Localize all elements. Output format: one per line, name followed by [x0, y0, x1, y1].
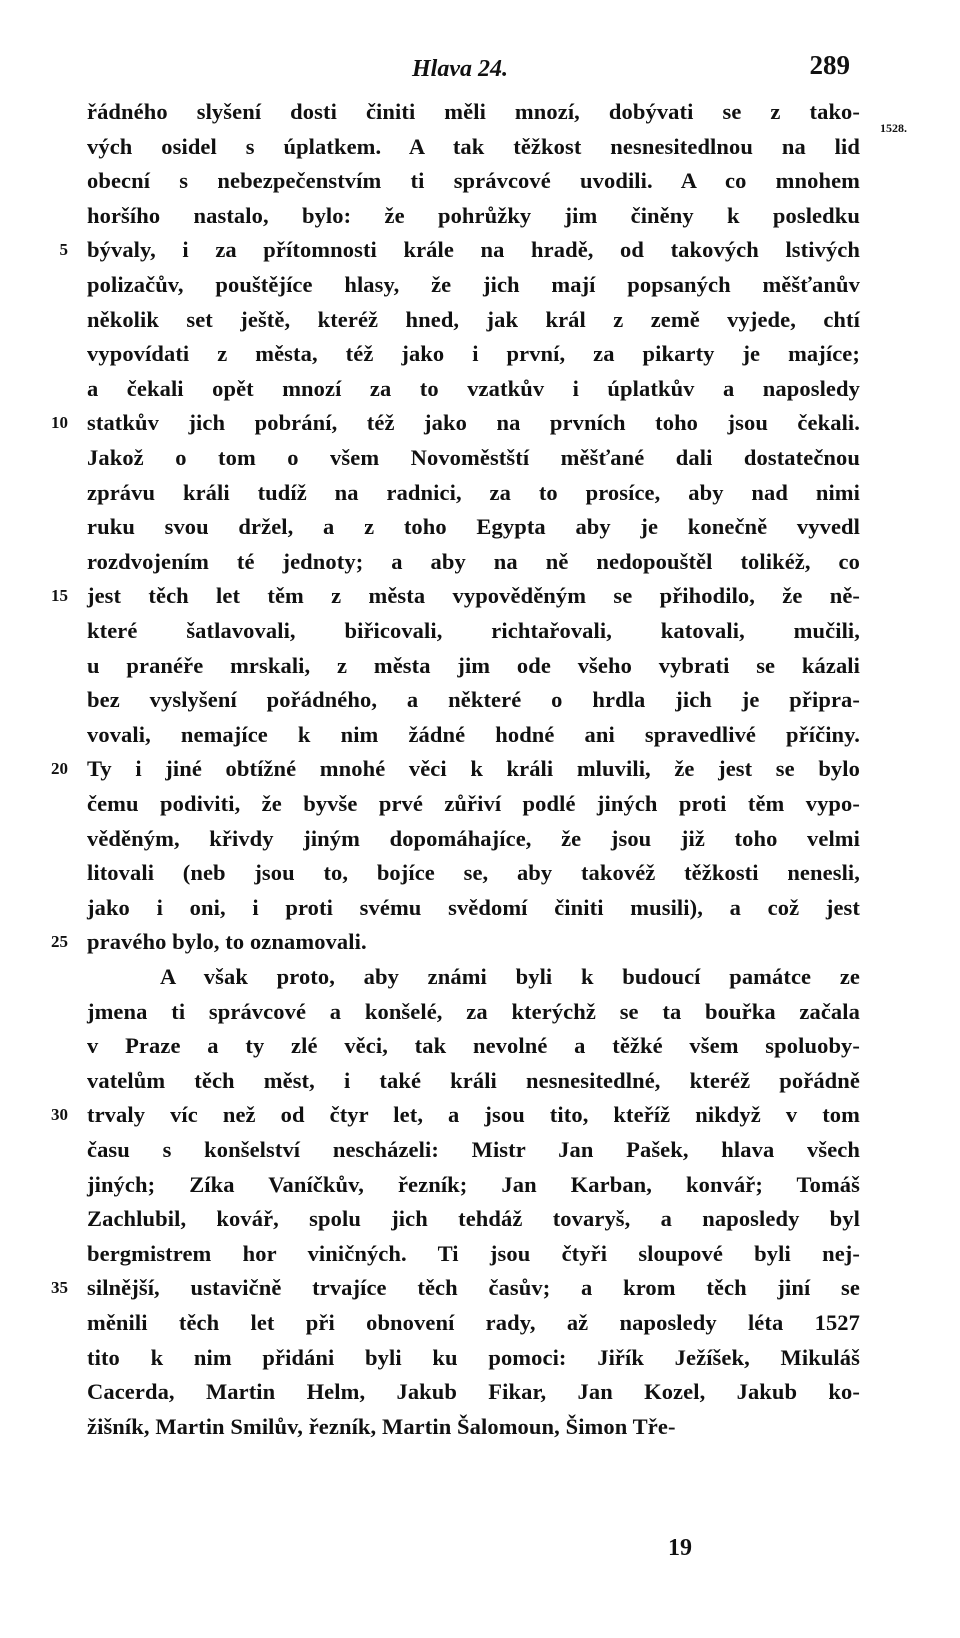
text-line: trvaly víc než od čtyr let, a jsou tito, kteříž nikdyž v tom — [87, 1102, 860, 1128]
text-line: statkův jich pobrání, též jako na prvních toho jsou čekali. — [87, 410, 860, 436]
text-line: Zachlubil, kovář, spolu jich tehdáž tovaryš, a naposledy byl — [87, 1206, 860, 1232]
text-line: několik set ještě, kteréž hned, jak král z země vyjede, chtí — [87, 306, 860, 332]
text-line: zprávu králi tudíž na radnici, za to prosíce, aby nad nimi — [87, 479, 860, 505]
text-line: bez vyslyšení pořádného, a některé o hrdla jich je připra- — [87, 687, 860, 713]
text-line: silnější, ustavičně trvajíce těch časův; a krom těch jiní se — [87, 1275, 860, 1301]
line-number: 25 — [51, 932, 68, 952]
text-line: horšího nastalo, bylo: že pohrůžky jim činěny k posledku — [87, 202, 860, 228]
line-number: 30 — [51, 1105, 68, 1125]
line-number: 5 — [59, 240, 68, 260]
line-number: 10 — [51, 413, 68, 433]
text-line: litovali (neb jsou to, bojíce se, aby takovéž těžkosti nenesli, — [87, 860, 860, 886]
text-line: jmena ti správcové a konšelé, za kterýchž se ta bouřka začala — [87, 998, 860, 1024]
text-line: měnili těch let při obnovení rady, až naposledy léta 1527 — [87, 1310, 860, 1335]
text-line: řádného slyšení dosti činiti měli mnozí, dobývati se z tako- — [87, 99, 860, 124]
text-line: Jakož o tom o všem Novoměstští měšťané dali dostatečnou — [87, 445, 860, 470]
line-number: 35 — [51, 1278, 68, 1298]
text-line: ruku svou držel, a z toho Egypta aby je konečně vyvedl — [87, 514, 860, 540]
text-line: jako i oni, i proti svému svědomí činiti musili), a což jest — [87, 894, 860, 920]
text-line: u pranéře mrskali, z města jim ode všeho vybrati se kázali — [87, 652, 860, 678]
running-header: Hlava 24. — [412, 56, 508, 82]
text-line: pravého bylo, to oznamovali. — [87, 929, 367, 955]
printer-signature: 19 — [668, 1535, 692, 1561]
text-line: vatelům těch měst, i také králi nesnesitedlné, kteréž pořádně — [87, 1067, 860, 1093]
page-number: 289 — [809, 50, 850, 80]
text-line: jiných; Zíka Vaníčkův, řezník; Jan Karban, konvář; Tomáš — [87, 1171, 860, 1197]
text-line: a čekali opět mnozí za to vzatkův i úplatkův a naposledy — [87, 375, 860, 401]
text-line: A však proto, aby známi byli k budoucí památce ze — [160, 964, 860, 989]
text-line: bývaly, i za přítomnosti krále na hradě, od takových lstivých — [87, 237, 860, 263]
text-line: rozdvojením té jednoty; a aby na ně nedopouštěl tolikéž, co — [87, 548, 860, 574]
text-line: v Praze a ty zlé věci, tak nevolné a těžké všem spoluoby- — [87, 1033, 860, 1059]
text-line: polizačův, pouštějíce hlasy, že jich mají popsaných měšťanův — [87, 272, 860, 297]
text-line: vovali, nemajíce k nim žádné hodné ani spravedlivé příčiny. — [87, 721, 860, 747]
text-line: Ty i jiné obtížné mnohé věci k králi mluvili, že jest se bylo — [87, 756, 860, 782]
line-number: 15 — [51, 586, 68, 606]
text-line: které šatlavovali, biřicovali, richtařovali, katovali, mučili, — [87, 618, 860, 643]
text-line: Cacerda, Martin Helm, Jakub Fikar, Jan Kozel, Jakub ko- — [87, 1379, 860, 1405]
text-line: vypovídati z města, též jako i první, za pikarty je majíce; — [87, 341, 860, 367]
text-line: jest těch let těm z města vypověděným se přihodilo, že ně- — [87, 583, 860, 609]
text-line: vých osidel s úplatkem. A tak těžkost nesnesitedlnou na lid — [87, 133, 860, 159]
text-line: žišník, Martin Smilův, řezník, Martin Šalomoun, Šimon Tře- — [87, 1413, 676, 1439]
text-line: tito k nim přidáni byli ku pomoci: Jiřík Ježíšek, Mikuláš — [87, 1344, 860, 1370]
text-line: obecní s nebezpečenstvím ti správcové uvodili. A co mnohem — [87, 168, 860, 194]
text-line: věděným, křivdy jiným dopomáhajíce, že jsou již toho velmi — [87, 825, 860, 851]
text-line: bergmistrem hor viničných. Ti jsou čtyři sloupové byli nej- — [87, 1240, 860, 1266]
margin-year-note: 1528. — [880, 121, 907, 135]
text-line: čemu podiviti, že byvše prvé zůřiví podlé jiných proti těm vypo- — [87, 791, 860, 816]
text-line: času s konšelství nescházeli: Mistr Jan Pašek, hlava všech — [87, 1137, 860, 1162]
line-number: 20 — [51, 759, 68, 779]
